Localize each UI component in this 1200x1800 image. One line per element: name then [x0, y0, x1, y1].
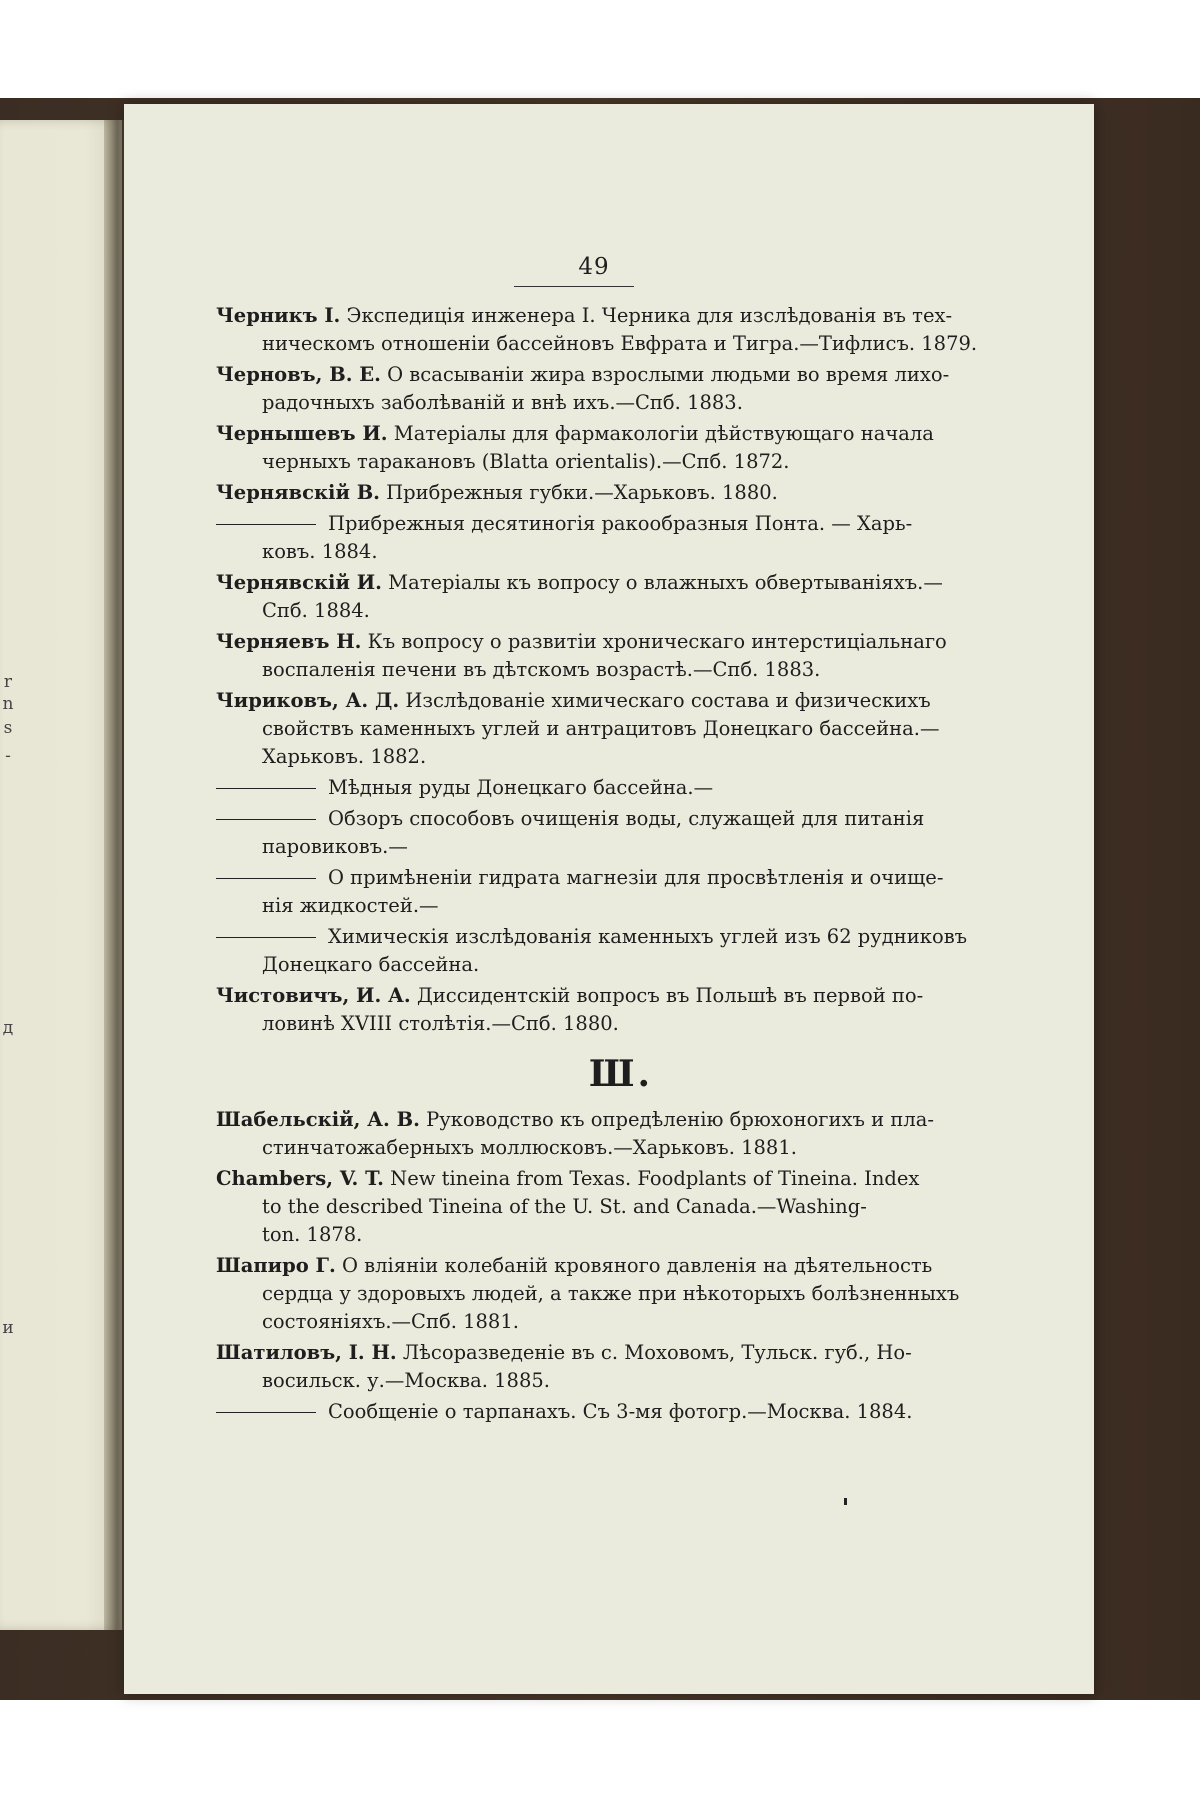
entries-ch — [216, 302, 1026, 1038]
entry-text: радочныхъ заболѣваній и внѣ ихъ.—Спб. 1883. — [262, 391, 743, 414]
entry-text: Донецкаго бассейна. — [262, 953, 480, 976]
bibliography-entry — [216, 361, 1026, 417]
bibliography-entry — [216, 1106, 1026, 1162]
entry-text: ническомъ отношеніи бассейновъ Евфрата и Тигра.—Тифлисъ. 1879. — [262, 332, 978, 355]
margin-glyph: - — [5, 746, 11, 766]
entry-continuation-line — [216, 1134, 1026, 1162]
entry-first-line — [216, 302, 1026, 330]
entry-author: Черникъ I. — [216, 304, 341, 327]
bibliography-entry — [216, 1165, 1026, 1249]
entry-text: сердца у здоровыхъ людей, а также при нѣкоторыхъ болѣзненныхъ — [262, 1282, 960, 1305]
entry-first-line — [216, 479, 1026, 507]
entry-text: Диссидентскій вопросъ въ Польшѣ въ первой по- — [416, 984, 924, 1007]
bibliography-entry — [216, 774, 1026, 802]
entry-continuation-line — [216, 892, 1026, 920]
entry-continuation-line — [216, 597, 1026, 625]
entry-first-line — [216, 774, 1026, 802]
margin-glyph: д — [2, 1018, 14, 1038]
entry-text: ловинѣ XVIII столѣтія.—Спб. 1880. — [262, 1012, 619, 1035]
entries-sh — [216, 1106, 1026, 1426]
entry-first-line — [216, 510, 1026, 538]
entry-text: Изслѣдованіе химическаго состава и физическихъ — [405, 689, 931, 712]
entry-first-line — [216, 361, 1026, 389]
bibliography-entry — [216, 687, 1026, 771]
entry-text: стинчатожаберныхъ моллюсковъ.—Харьковъ. 1881. — [262, 1136, 797, 1159]
bibliography-entry — [216, 805, 1026, 861]
entry-text: паровиковъ.— — [262, 835, 408, 858]
ink-speck — [844, 1498, 847, 1505]
entry-text: Матеріалы для фармакологіи дѣйствующаго начала — [393, 422, 934, 445]
entry-author: Черновъ, В. Е. — [216, 363, 381, 386]
ditto-dash — [216, 1412, 316, 1413]
margin-glyph: и — [2, 1318, 14, 1338]
ditto-dash — [216, 878, 316, 879]
entry-first-line — [216, 1252, 1026, 1280]
entry-first-line — [216, 1398, 1026, 1426]
entry-continuation-line — [216, 833, 1026, 861]
entry-continuation-line — [216, 743, 1026, 771]
bibliography-entry — [216, 628, 1026, 684]
entry-first-line — [216, 628, 1026, 656]
entry-text: Харьковъ. 1882. — [262, 745, 427, 768]
book-page — [124, 104, 1094, 1694]
entry-text: нія жидкостей.— — [262, 894, 439, 917]
entry-continuation-line — [216, 1193, 1026, 1221]
entry-author: Чернявскій И. — [216, 571, 382, 594]
bibliography-entry — [216, 302, 1026, 358]
entry-text: О всасываніи жира взрослыми людьми во время лихо- — [387, 363, 950, 386]
entry-author: Шабельскій, А. В. — [216, 1108, 420, 1131]
ditto-dash — [216, 788, 316, 789]
ditto-dash — [216, 524, 316, 525]
entry-text: свойствъ каменныхъ углей и антрацитовъ Донецкаго бассейна.— — [262, 717, 940, 740]
entry-text: ton. 1878. — [262, 1223, 363, 1246]
entry-continuation-line — [216, 448, 1026, 476]
entry-first-line — [216, 805, 1026, 833]
entry-text: Матеріалы къ вопросу о влажныхъ обвертываніяхъ.— — [388, 571, 943, 594]
entry-author: Чернышевъ И. — [216, 422, 388, 445]
entry-first-line — [216, 1339, 1026, 1367]
entry-text: Спб. 1884. — [262, 599, 370, 622]
entry-text: Къ вопросу о развитіи хроническаго интерстиціальнаго — [367, 630, 947, 653]
entry-text: Сообщеніе о тарпанахъ. Съ 3-мя фотогр.—Москва. 1884. — [328, 1400, 913, 1423]
entry-first-line — [216, 982, 1026, 1010]
bibliography-entry — [216, 420, 1026, 476]
entry-text: New tineina from Texas. Foodplants of Tineina. Index — [390, 1167, 920, 1190]
entry-first-line — [216, 1165, 1026, 1193]
entry-author: Чириковъ, А. Д. — [216, 689, 400, 712]
bibliography-entry — [216, 510, 1026, 566]
bibliography-entry — [216, 982, 1026, 1038]
entry-text: Химическія изслѣдованія каменныхъ углей изъ 62 рудниковъ — [328, 925, 968, 948]
entry-author: Шапиро Г. — [216, 1254, 336, 1277]
entry-text: Лѣсоразведеніе въ с. Моховомъ, Тульск. губ., Но- — [402, 1341, 912, 1364]
bibliography-list — [216, 302, 1026, 1429]
entry-continuation-line — [216, 951, 1026, 979]
bibliography-entry — [216, 923, 1026, 979]
margin-glyph: n — [2, 694, 14, 714]
bibliography-entry — [216, 1339, 1026, 1395]
margin-glyph: r — [3, 672, 13, 692]
entry-text: Обзоръ способовъ очищенія воды, служащей для питанія — [328, 807, 925, 830]
entry-text: Руководство къ опредѣленію брюхоногихъ и пла- — [426, 1108, 934, 1131]
page-number: 49 — [578, 254, 610, 280]
entry-first-line — [216, 687, 1026, 715]
entry-text: Прибрежныя губки.—Харьковъ. 1880. — [386, 481, 778, 504]
entry-author: Шатиловъ, I. Н. — [216, 1341, 397, 1364]
entry-text: восильск. у.—Москва. 1885. — [262, 1369, 550, 1392]
entry-text: состояніяхъ.—Спб. 1881. — [262, 1310, 519, 1333]
entry-continuation-line — [216, 656, 1026, 684]
margin-glyph: s — [3, 718, 13, 738]
entry-author: Чернявскій В. — [216, 481, 380, 504]
bibliography-entry — [216, 569, 1026, 625]
entry-text: ковъ. 1884. — [262, 540, 378, 563]
entry-text: Мѣдныя руды Донецкаго бассейна.— — [328, 776, 714, 799]
entry-first-line — [216, 923, 1026, 951]
entry-continuation-line — [216, 715, 1026, 743]
ditto-dash — [216, 819, 316, 820]
entry-continuation-line — [216, 1367, 1026, 1395]
entry-text: Экспедиція инженера I. Черника для изслѣдованія въ тех- — [346, 304, 953, 327]
entry-author: Chambers, V. T. — [216, 1167, 384, 1190]
entry-text: воспаленія печени въ дѣтскомъ возрастѣ.—Спб. 1883. — [262, 658, 821, 681]
entry-first-line — [216, 569, 1026, 597]
bibliography-entry — [216, 1398, 1026, 1426]
entry-continuation-line — [216, 1308, 1026, 1336]
section-heading: Ш. — [588, 1053, 654, 1095]
entry-first-line — [216, 420, 1026, 448]
entry-author: Черняевъ Н. — [216, 630, 362, 653]
entry-continuation-line — [216, 1221, 1026, 1249]
page-number-rule — [514, 286, 634, 287]
bibliography-entry — [216, 864, 1026, 920]
entry-continuation-line — [216, 1010, 1026, 1038]
entry-text: черныхъ таракановъ (Blatta orientalis).—Спб. 1872. — [262, 450, 790, 473]
bibliography-entry — [216, 479, 1026, 507]
entry-text: О вліяніи колебаній кровяного давленія на дѣятельность — [341, 1254, 933, 1277]
entry-text: to the described Tineina of the U. St. and Canada.—Washing- — [262, 1195, 867, 1218]
entry-continuation-line — [216, 330, 1026, 358]
entry-first-line — [216, 864, 1026, 892]
bibliography-entry — [216, 1252, 1026, 1336]
ditto-dash — [216, 937, 316, 938]
entry-continuation-line — [216, 538, 1026, 566]
entry-continuation-line — [216, 1280, 1026, 1308]
entry-text: О примѣненіи гидрата магнезіи для просвѣтленія и очище- — [328, 866, 944, 889]
entry-first-line — [216, 1106, 1026, 1134]
entry-author: Чистовичъ, И. А. — [216, 984, 411, 1007]
entry-text: Прибрежныя десятиногія ракообразныя Понта. — Харь- — [328, 512, 913, 535]
entry-continuation-line — [216, 389, 1026, 417]
